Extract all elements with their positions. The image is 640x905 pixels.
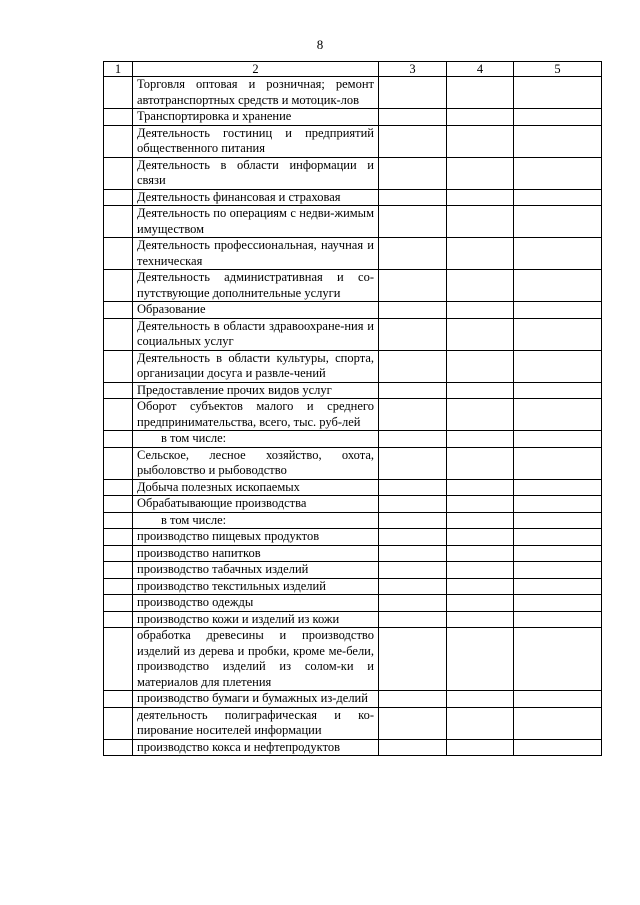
empty-cell [104,691,133,708]
table-row [104,382,602,399]
row-label: производство напитков [133,545,379,562]
empty-cell [514,382,602,399]
empty-cell [379,77,447,109]
row-label: Торговля оптовая и розничная; ремонт автотранспортных средств и мотоцик-лов [133,77,379,109]
row-label: обработка древесины и производство изделий из дерева и пробки, кроме ме-бели, производство изделий из солом-ки и материалов для плетения [133,628,379,691]
row-label: Деятельность в области информации и связи [133,157,379,189]
empty-cell [447,109,514,126]
empty-cell [514,578,602,595]
empty-cell [447,479,514,496]
empty-cell [447,562,514,579]
empty-cell [447,496,514,513]
table-row [104,125,602,157]
data-table [103,61,602,756]
empty-cell [514,611,602,628]
empty-cell [379,545,447,562]
empty-cell [514,109,602,126]
empty-cell [379,447,447,479]
table-row [104,189,602,206]
table-row [104,109,602,126]
empty-cell [379,512,447,529]
empty-cell [379,270,447,302]
empty-cell [104,431,133,448]
table-row [104,447,602,479]
table-row [104,399,602,431]
empty-cell [447,628,514,691]
empty-cell [514,399,602,431]
empty-cell [514,206,602,238]
empty-cell [104,270,133,302]
empty-cell [514,447,602,479]
empty-cell [379,350,447,382]
empty-cell [447,206,514,238]
table-row [104,707,602,739]
row-label: Деятельность гостиниц и предприятий общественного питания [133,125,379,157]
empty-cell [514,691,602,708]
empty-cell [514,238,602,270]
empty-cell [379,691,447,708]
empty-cell [447,595,514,612]
empty-cell [104,611,133,628]
column-header: 5 [514,62,602,77]
empty-cell [104,125,133,157]
empty-cell [379,431,447,448]
column-header: 2 [133,62,379,77]
empty-cell [447,739,514,756]
empty-cell [104,189,133,206]
empty-cell [514,562,602,579]
empty-cell [514,529,602,546]
empty-cell [447,350,514,382]
column-header: 4 [447,62,514,77]
empty-cell [104,399,133,431]
row-label: Деятельность по операциям с недви-жимым имуществом [133,206,379,238]
row-label: Деятельность административная и со-путствующие дополнительные услуги [133,270,379,302]
empty-cell [104,562,133,579]
empty-cell [104,109,133,126]
empty-cell [447,382,514,399]
empty-cell [514,496,602,513]
row-label: деятельность полиграфическая и ко-пирование носителей информации [133,707,379,739]
empty-cell [514,125,602,157]
table-row [104,77,602,109]
empty-cell [447,707,514,739]
table-row [104,512,602,529]
row-label: в том числе: [133,512,379,529]
row-label: Деятельность в области культуры, спорта, организации досуга и развле-чений [133,350,379,382]
table-row [104,611,602,628]
table-row [104,578,602,595]
empty-cell [104,302,133,319]
empty-cell [447,529,514,546]
empty-cell [379,382,447,399]
empty-cell [379,157,447,189]
row-label: Деятельность финансовая и страховая [133,189,379,206]
column-header: 1 [104,62,133,77]
empty-cell [514,707,602,739]
empty-cell [104,529,133,546]
empty-cell [514,157,602,189]
row-label: Оборот субъектов малого и среднего предпринимательства, всего, тыс. руб-лей [133,399,379,431]
column-header: 3 [379,62,447,77]
empty-cell [447,545,514,562]
empty-cell [104,545,133,562]
table-header-row [104,62,602,77]
empty-cell [104,496,133,513]
empty-cell [447,125,514,157]
empty-cell [379,562,447,579]
empty-cell [447,77,514,109]
empty-cell [104,512,133,529]
empty-cell [104,77,133,109]
table-row [104,302,602,319]
table-row [104,739,602,756]
empty-cell [379,628,447,691]
empty-cell [514,270,602,302]
empty-cell [447,238,514,270]
empty-cell [514,739,602,756]
empty-cell [104,238,133,270]
empty-cell [379,496,447,513]
table-row [104,270,602,302]
empty-cell [104,578,133,595]
empty-cell [514,350,602,382]
row-label: производство табачных изделий [133,562,379,579]
empty-cell [104,447,133,479]
empty-cell [514,545,602,562]
empty-cell [104,628,133,691]
row-label: производство бумаги и бумажных из-делий [133,691,379,708]
table-row [104,350,602,382]
empty-cell [514,189,602,206]
table-row [104,479,602,496]
empty-cell [379,109,447,126]
empty-cell [379,318,447,350]
empty-cell [447,189,514,206]
row-label: Сельское, лесное хозяйство, охота, рыболовство и рыбоводство [133,447,379,479]
row-label: Деятельность в области здравоохране-ния и социальных услуг [133,318,379,350]
row-label: Транспортировка и хранение [133,109,379,126]
empty-cell [447,399,514,431]
empty-cell [514,595,602,612]
table-row [104,206,602,238]
row-label: Обрабатывающие производства [133,496,379,513]
table-row [104,628,602,691]
table-row [104,431,602,448]
row-label: Предоставление прочих видов услуг [133,382,379,399]
empty-cell [447,512,514,529]
empty-cell [379,707,447,739]
empty-cell [379,399,447,431]
empty-cell [104,382,133,399]
table-row [104,318,602,350]
table-row [104,562,602,579]
empty-cell [104,739,133,756]
empty-cell [514,628,602,691]
empty-cell [447,691,514,708]
row-label: производство кокса и нефтепродуктов [133,739,379,756]
empty-cell [514,512,602,529]
empty-cell [379,739,447,756]
empty-cell [447,157,514,189]
empty-cell [104,350,133,382]
table-row [104,595,602,612]
table-row [104,529,602,546]
empty-cell [447,302,514,319]
empty-cell [104,595,133,612]
empty-cell [379,578,447,595]
page-number: 8 [316,37,324,52]
table-row [104,496,602,513]
empty-cell [379,302,447,319]
empty-cell [447,447,514,479]
empty-cell [514,431,602,448]
empty-cell [379,479,447,496]
row-label: Добыча полезных ископаемых [133,479,379,496]
empty-cell [104,157,133,189]
empty-cell [379,189,447,206]
empty-cell [447,611,514,628]
row-label: Деятельность профессиональная, научная и техническая [133,238,379,270]
empty-cell [104,707,133,739]
row-label: производство кожи и изделий из кожи [133,611,379,628]
empty-cell [447,318,514,350]
row-label: производство одежды [133,595,379,612]
empty-cell [514,77,602,109]
row-label: Образование [133,302,379,319]
empty-cell [379,611,447,628]
empty-cell [514,318,602,350]
empty-cell [379,238,447,270]
row-label: производство текстильных изделий [133,578,379,595]
row-label: производство пищевых продуктов [133,529,379,546]
table-row [104,691,602,708]
empty-cell [379,206,447,238]
empty-cell [104,206,133,238]
empty-cell [104,479,133,496]
empty-cell [514,302,602,319]
empty-cell [379,125,447,157]
empty-cell [379,529,447,546]
table-row [104,157,602,189]
empty-cell [514,479,602,496]
table-row [104,545,602,562]
empty-cell [447,431,514,448]
table-row [104,238,602,270]
empty-cell [379,595,447,612]
empty-cell [447,270,514,302]
empty-cell [104,318,133,350]
row-label: в том числе: [133,431,379,448]
empty-cell [447,578,514,595]
